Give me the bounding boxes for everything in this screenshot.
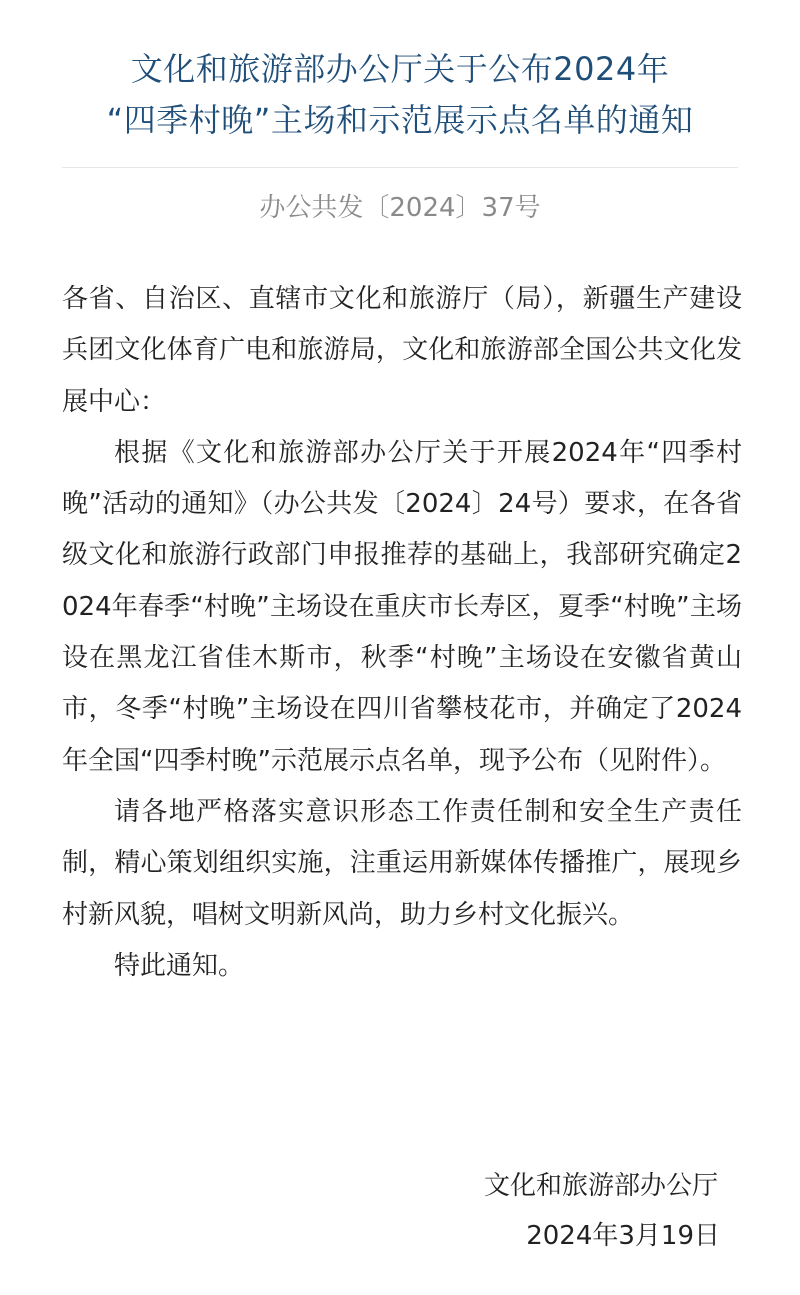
title-divider	[62, 167, 738, 168]
notice-body	[62, 274, 742, 992]
page-title	[40, 44, 760, 146]
signature-block	[484, 1161, 718, 1261]
title-line-2: “四季村晚”主场和示范展示点名单的通知	[106, 101, 694, 139]
signature-date: 2024年3月19日	[526, 1221, 720, 1251]
body-paragraph-2: 请各地严格落实意识形态工作责任制和安全生产责任制，精心策划组织实施，注重运用新媒体传播推广，展现乡村新风貌，唱树文明新风尚，助力乡村文化振兴。	[62, 796, 742, 930]
signature-organization: 文化和旅游部办公厅	[483, 1171, 718, 1201]
body-paragraph-1: 根据《文化和旅游部办公厅关于开展2024年“四季村晚”活动的通知》（办公共发〔2024〕24号）要求，在各省级文化和旅游行政部门申报推荐的基础上，我部研究确定2024年春季“村晚”主场设在重庆市长寿区，夏季“村晚”主场设在黑龙江省佳木斯市，秋季“村晚”主场设在安徽省黄山市，冬季“村晚”主场设在四川省攀枝花市，并确定了2024年全国“四季村晚”示范展示点名单，现予公布（见附件）。	[62, 437, 742, 776]
title-line-1: 文化和旅游部办公厅关于公布2024年	[130, 50, 670, 88]
closing-line: 特此通知。	[114, 950, 245, 981]
addressee: 各省、自治区、直辖市文化和旅游厅（局），新疆生产建设兵团文化体育广电和旅游局，文化和旅游部全国公共文化发展中心：	[62, 284, 742, 417]
document-number: 办公共发〔2024〕37号	[259, 193, 541, 223]
